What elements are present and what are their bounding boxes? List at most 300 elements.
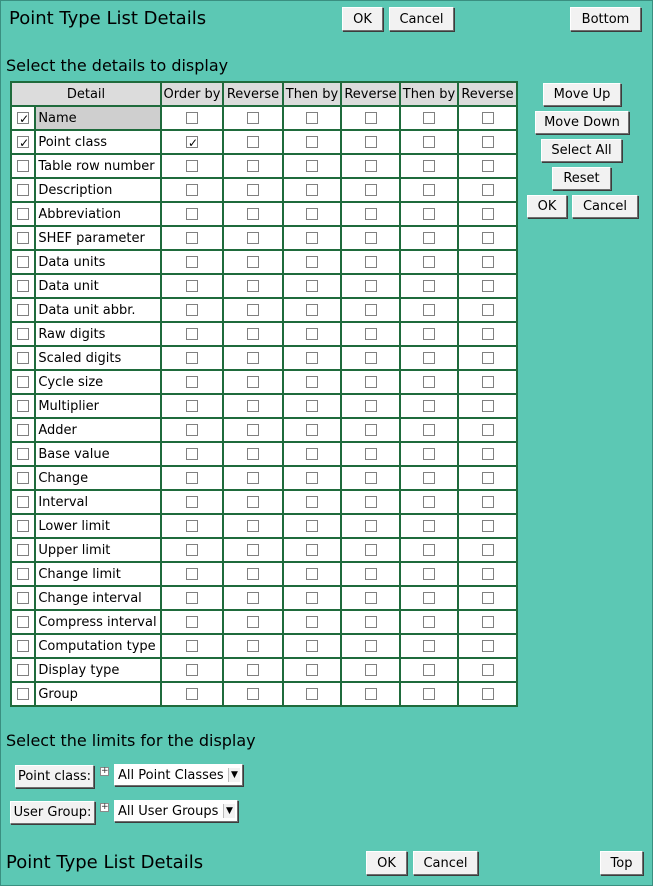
reverse-1-checkbox[interactable] [247, 520, 259, 532]
point-class-select[interactable] [114, 764, 243, 786]
detail-label[interactable]: Display type [35, 658, 161, 682]
reverse-2-checkbox[interactable] [365, 520, 377, 532]
show-detail-checkbox[interactable] [17, 136, 29, 148]
then-by-1-checkbox[interactable] [306, 184, 318, 196]
reverse-1-checkbox[interactable] [247, 424, 259, 436]
reverse-1-checkbox[interactable] [247, 544, 259, 556]
sort-option-cell [283, 562, 341, 586]
then-by-2-checkbox[interactable] [423, 448, 435, 460]
sort-option-cell [283, 346, 341, 370]
then-by-1-checkbox[interactable] [306, 232, 318, 244]
detail-label[interactable]: Point class [35, 130, 161, 154]
reverse-3-checkbox[interactable] [482, 640, 494, 652]
reverse-1-checkbox[interactable] [247, 592, 259, 604]
order-by-checkbox[interactable] [186, 616, 198, 628]
detail-label[interactable]: Upper limit [35, 538, 161, 562]
show-detail-checkbox[interactable] [17, 592, 29, 604]
then-by-2-checkbox[interactable] [423, 352, 435, 364]
reverse-2-checkbox[interactable] [365, 232, 377, 244]
reverse-1-checkbox[interactable] [247, 160, 259, 172]
detail-label[interactable]: SHEF parameter [35, 226, 161, 250]
reverse-2-checkbox[interactable] [365, 688, 377, 700]
sort-option-cell [223, 106, 283, 130]
order-by-checkbox[interactable] [186, 424, 198, 436]
column-header-reverse-1: Reverse [223, 82, 283, 106]
reverse-3-checkbox[interactable] [482, 304, 494, 316]
reverse-2-checkbox[interactable] [365, 304, 377, 316]
sort-option-cell [161, 586, 223, 610]
side-ok-button[interactable]: OK [527, 195, 567, 218]
then-by-1-checkbox[interactable] [306, 304, 318, 316]
order-by-checkbox[interactable] [186, 280, 198, 292]
reverse-2-checkbox[interactable] [365, 568, 377, 580]
reverse-2-checkbox[interactable] [365, 352, 377, 364]
reverse-3-checkbox[interactable] [482, 112, 494, 124]
then-by-2-checkbox[interactable] [423, 376, 435, 388]
reverse-3-checkbox[interactable] [482, 520, 494, 532]
sort-option-cell [458, 226, 517, 250]
sort-option-cell [223, 202, 283, 226]
sort-option-cell [283, 250, 341, 274]
order-by-checkbox[interactable] [186, 448, 198, 460]
order-by-checkbox[interactable] [186, 304, 198, 316]
show-detail-checkbox[interactable] [17, 568, 29, 580]
sort-option-cell [341, 226, 400, 250]
show-detail-checkbox[interactable] [17, 376, 29, 388]
reverse-3-checkbox[interactable] [482, 400, 494, 412]
detail-label[interactable]: Change limit [35, 562, 161, 586]
sort-option-cell [458, 130, 517, 154]
reverse-1-checkbox[interactable] [247, 616, 259, 628]
sort-option-cell [341, 538, 400, 562]
reverse-2-checkbox[interactable] [365, 664, 377, 676]
then-by-2-checkbox[interactable] [423, 472, 435, 484]
sort-option-cell [223, 634, 283, 658]
sort-option-cell [400, 322, 458, 346]
reverse-1-checkbox[interactable] [247, 472, 259, 484]
show-detail-checkbox[interactable] [17, 328, 29, 340]
reverse-2-checkbox[interactable] [365, 544, 377, 556]
reverse-2-checkbox[interactable] [365, 448, 377, 460]
sort-option-cell [458, 250, 517, 274]
reverse-1-checkbox[interactable] [247, 232, 259, 244]
reverse-3-checkbox[interactable] [482, 424, 494, 436]
reverse-1-checkbox[interactable] [247, 664, 259, 676]
reverse-3-checkbox[interactable] [482, 664, 494, 676]
footer-cancel-button[interactable]: Cancel [413, 851, 478, 875]
reverse-2-checkbox[interactable] [365, 184, 377, 196]
sort-option-cell [400, 490, 458, 514]
sort-option-cell [341, 562, 400, 586]
then-by-2-checkbox[interactable] [423, 280, 435, 292]
detail-label[interactable]: Raw digits [35, 322, 161, 346]
order-by-checkbox[interactable] [186, 208, 198, 220]
then-by-2-checkbox[interactable] [423, 136, 435, 148]
show-detail-checkbox[interactable] [17, 400, 29, 412]
reverse-1-checkbox[interactable] [247, 640, 259, 652]
then-by-2-checkbox[interactable] [423, 424, 435, 436]
reverse-2-checkbox[interactable] [365, 376, 377, 388]
sort-option-cell [283, 130, 341, 154]
reverse-3-checkbox[interactable] [482, 544, 494, 556]
move-up-button[interactable]: Move Up [543, 83, 621, 106]
detail-label[interactable]: Compress interval [35, 610, 161, 634]
order-by-checkbox[interactable] [186, 112, 198, 124]
sort-option-cell [458, 442, 517, 466]
then-by-1-checkbox[interactable] [306, 160, 318, 172]
show-cell [11, 322, 35, 346]
sort-option-cell [458, 466, 517, 490]
detail-label[interactable]: Base value [35, 442, 161, 466]
order-by-checkbox[interactable] [186, 328, 198, 340]
reverse-3-checkbox[interactable] [482, 592, 494, 604]
show-detail-checkbox[interactable] [17, 352, 29, 364]
show-detail-checkbox[interactable] [17, 424, 29, 436]
show-detail-checkbox[interactable] [17, 304, 29, 316]
sort-option-cell [458, 202, 517, 226]
sort-option-cell [161, 466, 223, 490]
reverse-3-checkbox[interactable] [482, 376, 494, 388]
order-by-checkbox[interactable] [186, 544, 198, 556]
order-by-checkbox[interactable] [186, 136, 198, 148]
sort-option-cell [341, 370, 400, 394]
reverse-1-checkbox[interactable] [247, 256, 259, 268]
then-by-2-checkbox[interactable] [423, 640, 435, 652]
user-group-select[interactable] [114, 800, 238, 822]
show-detail-checkbox[interactable] [17, 640, 29, 652]
then-by-2-checkbox[interactable] [423, 616, 435, 628]
move-down-button[interactable]: Move Down [535, 111, 629, 134]
reverse-3-checkbox[interactable] [482, 160, 494, 172]
sort-option-cell [458, 562, 517, 586]
sort-option-cell [283, 514, 341, 538]
detail-label[interactable]: Change [35, 466, 161, 490]
sort-option-cell [458, 634, 517, 658]
show-detail-checkbox[interactable] [17, 520, 29, 532]
show-detail-checkbox[interactable] [17, 256, 29, 268]
then-by-1-checkbox[interactable] [306, 472, 318, 484]
reverse-3-checkbox[interactable] [482, 496, 494, 508]
reverse-3-checkbox[interactable] [482, 328, 494, 340]
header-cancel-button[interactable]: Cancel [389, 7, 454, 31]
reverse-2-checkbox[interactable] [365, 136, 377, 148]
order-by-checkbox[interactable] [186, 640, 198, 652]
sort-option-cell [400, 634, 458, 658]
order-by-checkbox[interactable] [186, 520, 198, 532]
sort-option-cell [400, 658, 458, 682]
reverse-1-checkbox[interactable] [247, 688, 259, 700]
sort-option-cell [400, 154, 458, 178]
show-cell [11, 586, 35, 610]
sort-option-cell [223, 562, 283, 586]
top-button[interactable]: Top [600, 851, 643, 875]
table-row [11, 682, 517, 706]
sort-option-cell [400, 298, 458, 322]
reverse-1-checkbox[interactable] [247, 280, 259, 292]
reverse-2-checkbox[interactable] [365, 424, 377, 436]
then-by-2-checkbox[interactable] [423, 568, 435, 580]
show-detail-checkbox[interactable] [17, 688, 29, 700]
reverse-2-checkbox[interactable] [365, 400, 377, 412]
detail-label[interactable]: Scaled digits [35, 346, 161, 370]
order-by-checkbox[interactable] [186, 256, 198, 268]
reverse-2-checkbox[interactable] [365, 160, 377, 172]
show-detail-checkbox[interactable] [17, 160, 29, 172]
then-by-1-checkbox[interactable] [306, 208, 318, 220]
order-by-checkbox[interactable] [186, 496, 198, 508]
show-cell [11, 514, 35, 538]
sort-option-cell [458, 322, 517, 346]
table-row [11, 250, 517, 274]
reverse-1-checkbox[interactable] [247, 448, 259, 460]
sort-option-cell [341, 418, 400, 442]
select-all-button[interactable]: Select All [541, 139, 622, 162]
show-detail-checkbox[interactable] [17, 496, 29, 508]
sort-option-cell [283, 298, 341, 322]
detail-label[interactable]: Data unit [35, 274, 161, 298]
column-header-detail: Detail [11, 82, 161, 106]
sort-option-cell [283, 370, 341, 394]
sort-option-cell [161, 418, 223, 442]
show-cell [11, 130, 35, 154]
order-by-checkbox[interactable] [186, 232, 198, 244]
reverse-2-checkbox[interactable] [365, 592, 377, 604]
reverse-3-checkbox[interactable] [482, 688, 494, 700]
detail-label[interactable]: Description [35, 178, 161, 202]
then-by-2-checkbox[interactable] [423, 496, 435, 508]
sort-option-cell [341, 442, 400, 466]
then-by-2-checkbox[interactable] [423, 112, 435, 124]
table-row [11, 586, 517, 610]
detail-label[interactable]: Data unit abbr. [35, 298, 161, 322]
then-by-2-checkbox[interactable] [423, 592, 435, 604]
sort-option-cell [341, 514, 400, 538]
show-detail-checkbox[interactable] [17, 208, 29, 220]
then-by-1-checkbox[interactable] [306, 280, 318, 292]
sort-option-cell [223, 154, 283, 178]
sort-option-cell [161, 682, 223, 706]
table-row [11, 274, 517, 298]
sort-option-cell [223, 178, 283, 202]
show-detail-checkbox[interactable] [17, 280, 29, 292]
user-group-expand-icon[interactable]: + [101, 802, 109, 812]
reverse-1-checkbox[interactable] [247, 376, 259, 388]
reverse-3-checkbox[interactable] [482, 568, 494, 580]
footer-ok-button[interactable]: OK [366, 851, 407, 875]
reverse-3-checkbox[interactable] [482, 616, 494, 628]
reverse-2-checkbox[interactable] [365, 472, 377, 484]
reverse-3-checkbox[interactable] [482, 448, 494, 460]
sort-option-cell [458, 658, 517, 682]
detail-label[interactable]: Interval [35, 490, 161, 514]
sort-option-cell [458, 370, 517, 394]
sort-option-cell [283, 418, 341, 442]
show-cell [11, 562, 35, 586]
detail-label[interactable]: Abbreviation [35, 202, 161, 226]
reverse-1-checkbox[interactable] [247, 568, 259, 580]
sort-option-cell [223, 250, 283, 274]
detail-label[interactable]: Cycle size [35, 370, 161, 394]
show-detail-checkbox[interactable] [17, 448, 29, 460]
then-by-2-checkbox[interactable] [423, 256, 435, 268]
reset-button[interactable]: Reset [552, 167, 611, 190]
sort-option-cell [341, 466, 400, 490]
sort-option-cell [161, 322, 223, 346]
then-by-1-checkbox[interactable] [306, 112, 318, 124]
sort-option-cell [223, 322, 283, 346]
then-by-1-checkbox[interactable] [306, 424, 318, 436]
then-by-1-checkbox[interactable] [306, 496, 318, 508]
sort-option-cell [161, 178, 223, 202]
sort-option-cell [161, 490, 223, 514]
order-by-checkbox[interactable] [186, 352, 198, 364]
then-by-2-checkbox[interactable] [423, 160, 435, 172]
then-by-1-checkbox[interactable] [306, 592, 318, 604]
reverse-2-checkbox[interactable] [365, 280, 377, 292]
sort-option-cell [223, 226, 283, 250]
reverse-1-checkbox[interactable] [247, 184, 259, 196]
show-detail-checkbox[interactable] [17, 664, 29, 676]
then-by-2-checkbox[interactable] [423, 304, 435, 316]
reverse-2-checkbox[interactable] [365, 496, 377, 508]
reverse-3-checkbox[interactable] [482, 184, 494, 196]
reverse-1-checkbox[interactable] [247, 112, 259, 124]
detail-label[interactable]: Data units [35, 250, 161, 274]
show-detail-checkbox[interactable] [17, 232, 29, 244]
reverse-3-checkbox[interactable] [482, 256, 494, 268]
header-ok-button[interactable]: OK [342, 7, 383, 31]
reverse-1-checkbox[interactable] [247, 496, 259, 508]
sort-option-cell [400, 514, 458, 538]
sort-option-cell [283, 538, 341, 562]
table-row [11, 226, 517, 250]
reverse-1-checkbox[interactable] [247, 352, 259, 364]
then-by-2-checkbox[interactable] [423, 232, 435, 244]
reverse-2-checkbox[interactable] [365, 328, 377, 340]
detail-label[interactable]: Group [35, 682, 161, 706]
sort-option-cell [223, 298, 283, 322]
sort-option-cell [458, 490, 517, 514]
then-by-1-checkbox[interactable] [306, 376, 318, 388]
show-detail-checkbox[interactable] [17, 472, 29, 484]
order-by-checkbox[interactable] [186, 688, 198, 700]
show-detail-checkbox[interactable] [17, 544, 29, 556]
then-by-1-checkbox[interactable] [306, 352, 318, 364]
order-by-checkbox[interactable] [186, 160, 198, 172]
sort-option-cell [341, 610, 400, 634]
footer-title: Point Type List Details [6, 852, 204, 873]
reverse-2-checkbox[interactable] [365, 112, 377, 124]
detail-label[interactable]: Lower limit [35, 514, 161, 538]
bottom-button[interactable]: Bottom [570, 7, 641, 31]
side-cancel-button[interactable]: Cancel [572, 195, 638, 218]
reverse-1-checkbox[interactable] [247, 208, 259, 220]
show-detail-checkbox[interactable] [17, 112, 29, 124]
reverse-3-checkbox[interactable] [482, 232, 494, 244]
reverse-3-checkbox[interactable] [482, 472, 494, 484]
detail-label[interactable]: Computation type [35, 634, 161, 658]
reverse-1-checkbox[interactable] [247, 136, 259, 148]
user-group-button[interactable]: User Group: [10, 801, 95, 824]
then-by-2-checkbox[interactable] [423, 328, 435, 340]
point-class-button[interactable]: Point class: [15, 765, 94, 788]
sort-option-cell [283, 634, 341, 658]
then-by-1-checkbox[interactable] [306, 640, 318, 652]
then-by-1-checkbox[interactable] [306, 256, 318, 268]
detail-label[interactable]: Name [35, 106, 161, 130]
detail-label[interactable]: Table row number [35, 154, 161, 178]
reverse-1-checkbox[interactable] [247, 304, 259, 316]
then-by-2-checkbox[interactable] [423, 544, 435, 556]
sort-option-cell [400, 226, 458, 250]
reverse-3-checkbox[interactable] [482, 352, 494, 364]
order-by-checkbox[interactable] [186, 400, 198, 412]
then-by-1-checkbox[interactable] [306, 616, 318, 628]
reverse-2-checkbox[interactable] [365, 640, 377, 652]
table-row [11, 346, 517, 370]
sort-option-cell [283, 274, 341, 298]
reverse-2-checkbox[interactable] [365, 616, 377, 628]
chevron-down-icon: ▼ [223, 804, 235, 818]
reverse-3-checkbox[interactable] [482, 280, 494, 292]
order-by-checkbox[interactable] [186, 472, 198, 484]
sort-option-cell [341, 682, 400, 706]
sort-option-cell [223, 490, 283, 514]
reverse-3-checkbox[interactable] [482, 208, 494, 220]
show-cell [11, 346, 35, 370]
reverse-2-checkbox[interactable] [365, 256, 377, 268]
then-by-2-checkbox[interactable] [423, 208, 435, 220]
table-row [11, 370, 517, 394]
order-by-checkbox[interactable] [186, 568, 198, 580]
reverse-1-checkbox[interactable] [247, 328, 259, 340]
table-header-row [11, 82, 517, 106]
order-by-checkbox[interactable] [186, 664, 198, 676]
order-by-checkbox[interactable] [186, 376, 198, 388]
then-by-1-checkbox[interactable] [306, 328, 318, 340]
then-by-2-checkbox[interactable] [423, 520, 435, 532]
column-header-then-by-2: Then by [400, 82, 458, 106]
reverse-1-checkbox[interactable] [247, 400, 259, 412]
sort-option-cell [458, 346, 517, 370]
detail-label[interactable]: Adder [35, 418, 161, 442]
show-detail-checkbox[interactable] [17, 184, 29, 196]
detail-label[interactable]: Multiplier [35, 394, 161, 418]
then-by-1-checkbox[interactable] [306, 664, 318, 676]
then-by-2-checkbox[interactable] [423, 688, 435, 700]
then-by-2-checkbox[interactable] [423, 664, 435, 676]
reverse-3-checkbox[interactable] [482, 136, 494, 148]
then-by-2-checkbox[interactable] [423, 184, 435, 196]
detail-label[interactable]: Change interval [35, 586, 161, 610]
show-detail-checkbox[interactable] [17, 616, 29, 628]
order-by-checkbox[interactable] [186, 592, 198, 604]
reverse-2-checkbox[interactable] [365, 208, 377, 220]
order-by-checkbox[interactable] [186, 184, 198, 196]
sort-option-cell [161, 370, 223, 394]
then-by-1-checkbox[interactable] [306, 568, 318, 580]
then-by-1-checkbox[interactable] [306, 688, 318, 700]
point-class-expand-icon[interactable]: + [101, 766, 109, 776]
show-cell [11, 154, 35, 178]
then-by-1-checkbox[interactable] [306, 544, 318, 556]
then-by-2-checkbox[interactable] [423, 400, 435, 412]
sort-option-cell [223, 586, 283, 610]
then-by-1-checkbox[interactable] [306, 520, 318, 532]
then-by-1-checkbox[interactable] [306, 400, 318, 412]
then-by-1-checkbox[interactable] [306, 448, 318, 460]
then-by-1-checkbox[interactable] [306, 136, 318, 148]
